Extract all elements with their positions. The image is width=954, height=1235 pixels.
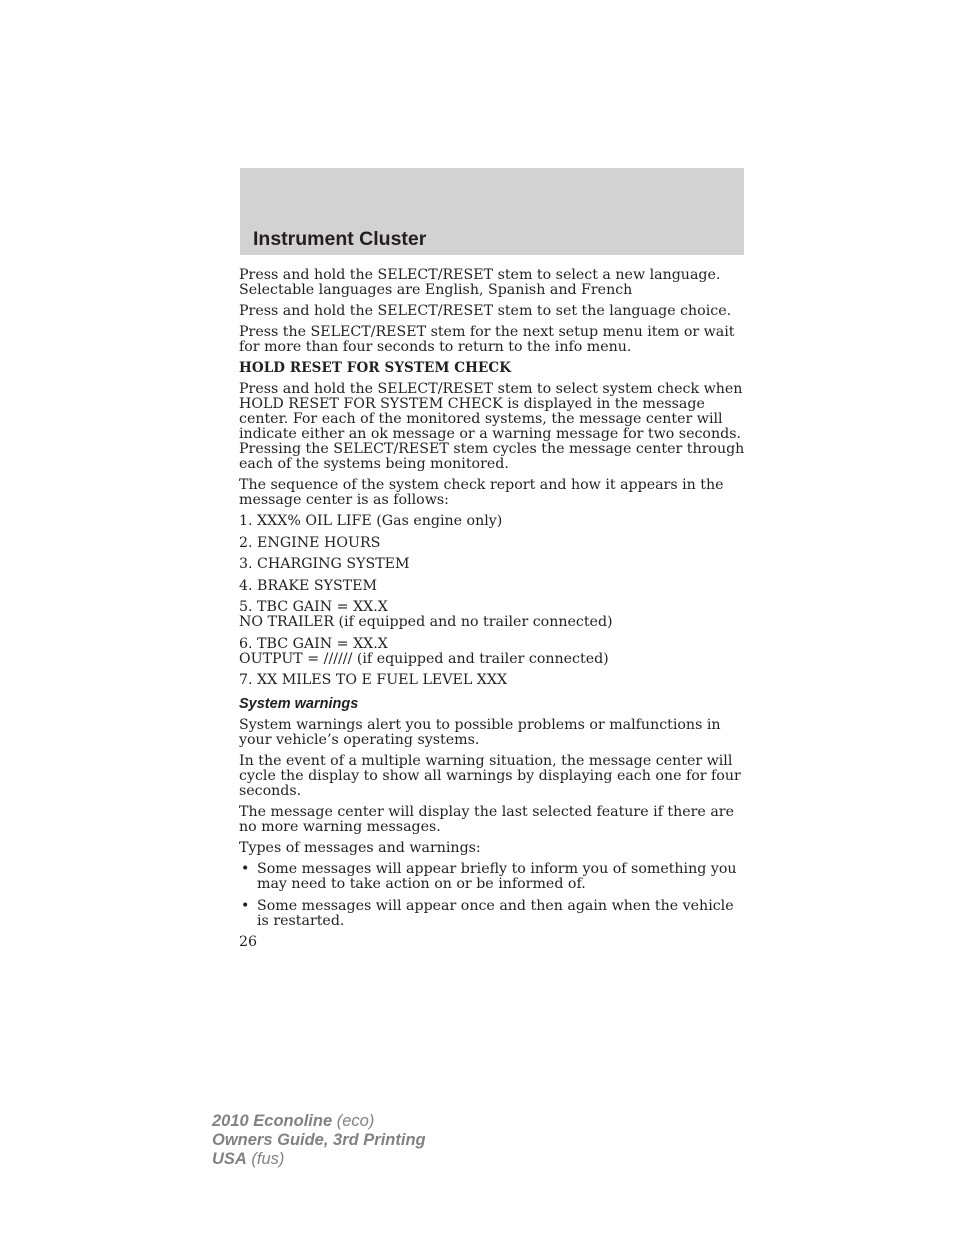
footer-line-guide <box>212 1131 426 1150</box>
footer-line-market <box>212 1150 426 1169</box>
footer-market-code: (fus) <box>246 1150 285 1168</box>
page-content <box>239 268 745 950</box>
paragraph-set-language: Press and hold the SELECT/RESET stem to set the language choice. <box>239 303 732 319</box>
list-item-line: 4. BRAKE SYSTEM <box>239 577 378 594</box>
paragraph-select-language: Press and hold the SELECT/RESET stem to select a new language. Selectable languages are English, Spanish and French <box>239 267 721 298</box>
paragraph-system-check: Press and hold the SELECT/RESET stem to select system check when HOLD RESET FOR SYSTEM CHECK is displayed in the message center. For each of the monitored systems, the message center will indicate either an ok message or a warning message for two seconds. Pressing the SELECT/RESET stem cycles the message center through each of the systems being monitored. <box>239 381 745 472</box>
list-item <box>239 862 745 892</box>
paragraph-sequence-intro: The sequence of the system check report and how it appears in the message center is as follows: <box>239 477 724 508</box>
footer-market-name: USA <box>212 1150 247 1168</box>
list-item-subline: NO TRAILER (if equipped and no trailer connected) <box>239 614 613 630</box>
bullet-icon: • <box>241 861 250 877</box>
list-item-line: 2. ENGINE HOURS <box>239 534 381 551</box>
footer-model-name: 2010 Econoline <box>212 1112 333 1130</box>
list-item <box>239 637 745 667</box>
paragraph-types-intro: Types of messages and warnings: <box>239 840 481 856</box>
paragraph-warnings-intro: System warnings alert you to possible problems or malfunctions in your vehicle’s operating systems. <box>239 717 721 748</box>
page-number: 26 <box>239 934 258 950</box>
warning-types-list <box>239 862 745 929</box>
list-item-line: 7. XX MILES TO E FUEL LEVEL XXX <box>239 672 508 688</box>
footer <box>212 1112 426 1169</box>
system-warnings-heading: System warnings <box>239 696 359 712</box>
footer-model-code: (eco) <box>332 1112 375 1130</box>
list-item <box>239 600 745 630</box>
list-item <box>239 514 745 529</box>
footer-guide-name: Owners Guide, 3rd Printing <box>212 1131 426 1149</box>
list-item <box>239 557 745 572</box>
list-item <box>239 536 745 551</box>
bullet-text: Some messages will appear briefly to inform you of something you may need to take action on or be informed of. <box>257 861 737 892</box>
list-item <box>239 673 745 688</box>
section-title: Instrument Cluster <box>253 228 427 250</box>
section-header-band <box>240 168 744 255</box>
list-item-line: 1. XXX% OIL LIFE (Gas engine only) <box>239 513 503 529</box>
footer-line-model <box>212 1112 426 1131</box>
paragraph-next-setup: Press the SELECT/RESET stem for the next setup menu item or wait for more than four seconds to return to the info menu. <box>239 324 735 355</box>
system-check-heading: HOLD RESET FOR SYSTEM CHECK <box>239 360 512 376</box>
list-item-line: 5. TBC GAIN = XX.X <box>239 599 388 615</box>
list-item-subline: OUTPUT = ////// (if equipped and trailer connected) <box>239 650 609 667</box>
list-item-line: 3. CHARGING SYSTEM <box>239 556 410 572</box>
list-item <box>239 899 745 929</box>
paragraph-last-feature: The message center will display the last selected feature if there are no more warning messages. <box>239 804 734 835</box>
list-item-line: 6. TBC GAIN = XX.X <box>239 635 388 652</box>
bullet-icon: • <box>241 897 250 914</box>
paragraph-multiple-warnings: In the event of a multiple warning situation, the message center will cycle the display to show all warnings by displaying each one for four seconds. <box>239 753 741 799</box>
bullet-text: Some messages will appear once and then again when the vehicle is restarted. <box>257 897 734 929</box>
list-item <box>239 579 745 594</box>
